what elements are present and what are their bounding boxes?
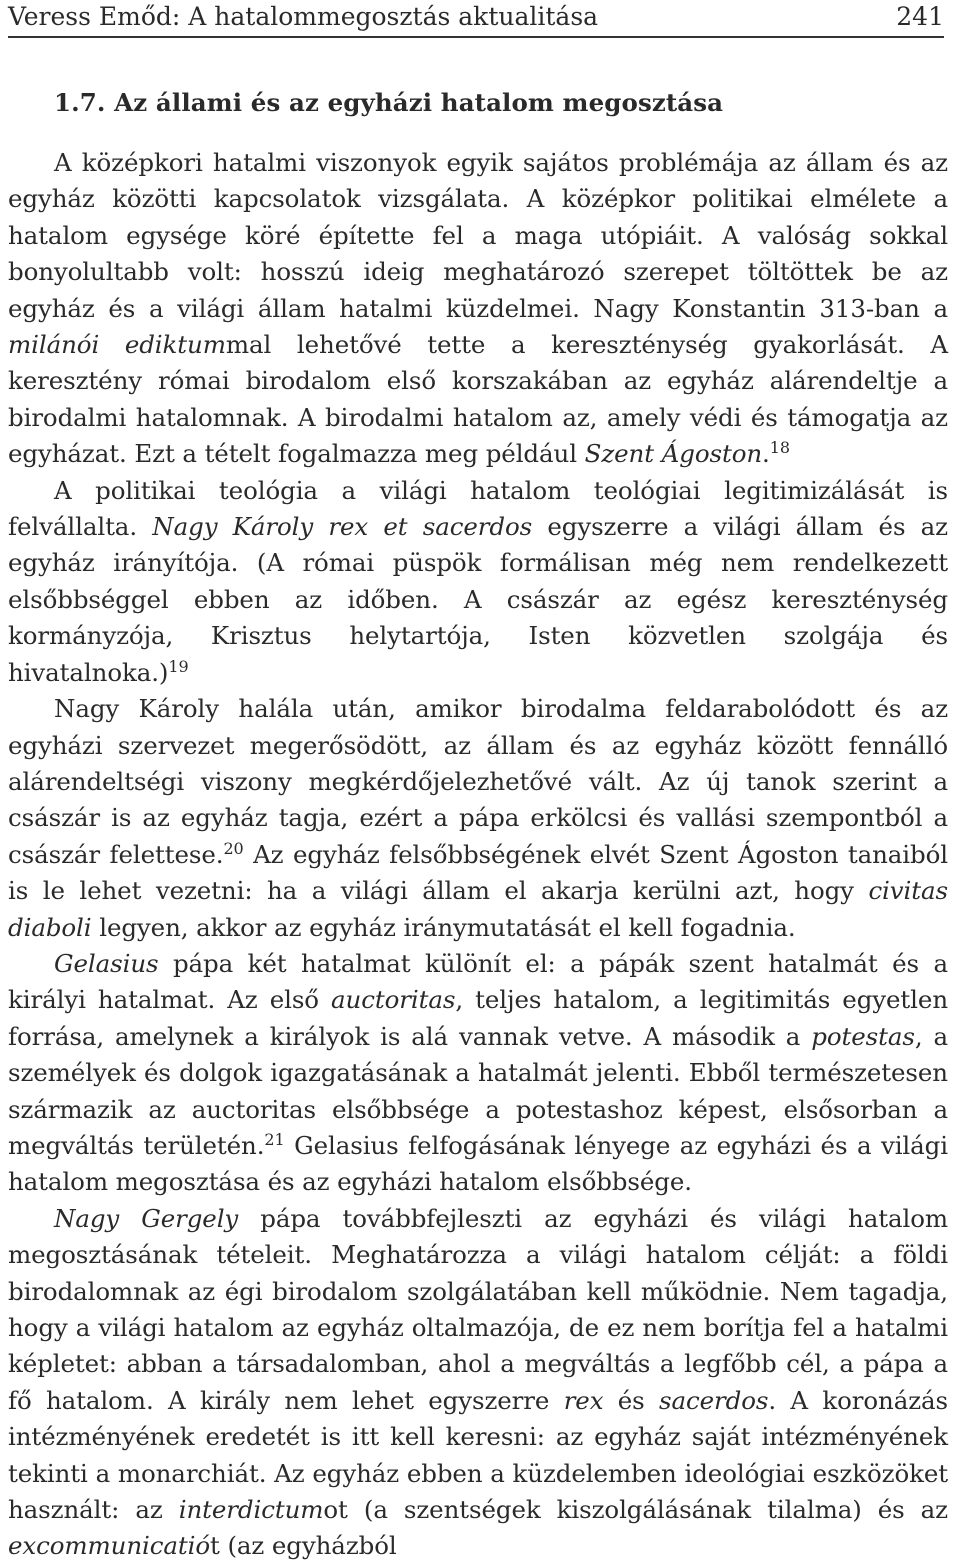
text-run: legyen, akkor az egyház iránymutatását el kell fogadnia. bbox=[91, 912, 796, 942]
italic-term: interdictum bbox=[178, 1495, 324, 1525]
text-run: egyszerre a világi állam és az egyház irányítója. (A római püspök formálisan még nem rendelkezett elsőbbséggel ebben az időben. A császár az egész kereszténység kormányzója, Krisztus helytartója, Isten közvetlen szolgája és hivatalnoka.) bbox=[8, 512, 948, 687]
footnote-marker[interactable]: 19 bbox=[168, 656, 189, 676]
text-run: ot (a szentségek kiszolgálásának tilalma) és az bbox=[323, 1495, 948, 1525]
footnote-marker[interactable]: 21 bbox=[264, 1129, 285, 1149]
running-header bbox=[8, 0, 944, 38]
text-run: t (az egyházból bbox=[210, 1531, 397, 1561]
italic-term: civitas diaboli bbox=[8, 876, 948, 942]
footnote-marker[interactable]: 20 bbox=[223, 838, 244, 858]
italic-term: sacerdos bbox=[659, 1385, 769, 1415]
paragraph-2 bbox=[8, 473, 948, 691]
italic-term: milánói ediktum bbox=[8, 330, 226, 360]
text-run: A középkori hatalmi viszonyok egyik sajátos problémája az állam és az egyház közötti kapcsolatok vizsgálata. A középkor politikai elmélete a hatalom egysége köré építette fel a maga utópiáit. A valóság sokkal bonyolultabb volt: hosszú ideig meghatározó szerepet töltöttek be az egyház és a világi állam hatalmi küzdelmei. Nagy Konstantin 313-ban a bbox=[8, 148, 948, 323]
paragraph-5 bbox=[8, 1201, 948, 1565]
italic-term: potestas bbox=[811, 1021, 915, 1051]
text-run: pápa továbbfejleszti az egyházi és világi hatalom megosztásának tételeit. Meghatározza a világi hatalom célját: a földi birodalomnak az égi birodalom szolgálatában kell működnie. Nem tagadja, hogy a világi hatalom az egyház oltalmazója, de ez nem borítja fel a hatalmi képletet: abban a társadalomban, ahol a megváltás a legfőbb cél, a pápa a fő hatalom. A király nem lehet egyszerre bbox=[8, 1203, 948, 1415]
italic-name: Nagy Gergely bbox=[54, 1203, 239, 1233]
footnote-marker[interactable]: 18 bbox=[769, 438, 790, 458]
text-run: pápa két hatalmat különít el: a pápák szent hatalmát és a királyi hatalmat. Az első bbox=[8, 948, 948, 1015]
text-run: Az egyház felsőbbségének elvét Szent Ágoston tanaiból is le lehet vezetni: ha a világi állam el akarja kerülni azt, hogy bbox=[8, 839, 949, 906]
page-number: 241 bbox=[896, 2, 944, 31]
paragraph-3 bbox=[8, 691, 948, 946]
text-run: és bbox=[603, 1385, 660, 1415]
italic-term: auctoritas bbox=[331, 985, 456, 1015]
text-run: A politikai teológia a világi hatalom teológiai legitimizálását is felvállalta. bbox=[8, 475, 948, 542]
text-run: mal lehetővé tette a kereszténység gyakorlását. A keresztény római birodalom első korszakában az egyház alárendeltje a birodalmi hatalomnak. A birodalmi hatalom az, amely védi és támogatja az egyházat. Ezt a tételt fogalmazza meg például bbox=[8, 330, 948, 469]
italic-name: Nagy Károly rex et sacerdos bbox=[152, 512, 533, 542]
italic-term: rex bbox=[563, 1385, 604, 1415]
body-text bbox=[8, 145, 952, 1565]
running-title: Veress Emőd: A hatalommegosztás aktualitása bbox=[8, 2, 599, 31]
text-run: Gelasius felfogásának lényege az egyházi és a világi hatalom megosztása és az egyházi hatalom elsőbbsége. bbox=[8, 1130, 948, 1197]
paragraph-4 bbox=[8, 946, 948, 1201]
paragraph-1 bbox=[8, 145, 948, 473]
section-heading: 1.7. Az állami és az egyházi hatalom megosztása bbox=[54, 88, 724, 117]
italic-term: excommunicatió bbox=[8, 1531, 211, 1561]
text-run: . A koronázás intézményének eredetét is itt kell keresni: az egyház saját intézményének tekinti a monarchiát. Az egyház ebben a küzdelemben ideológiai eszközöket használt: az bbox=[8, 1385, 948, 1525]
italic-name: Szent Ágoston bbox=[584, 439, 763, 469]
italic-name: Gelasius bbox=[54, 948, 159, 978]
text-run: , teljes hatalom, a legitimitás egyetlen forrása, amelynek a királyok is alá vannak vetve. A második a bbox=[8, 985, 948, 1051]
text-run: . bbox=[762, 439, 770, 469]
text-run: , a személyek és dolgok igazgatásának a hatalmát jelenti. Ebből természetesen származik az auctoritas elsőbbsége a potestashoz képest, elsősorban a megváltás területén. bbox=[8, 1021, 948, 1160]
text-run: Nagy Károly halála után, amikor birodalma feldarabolódott és az egyházi szervezet megerősödött, az állam és az egyház között fennálló alárendeltségi viszony megkérdőjelezhetővé vált. Az új tanok szerint a császár is az egyház tagja, ezért a pápa erkölcsi és vallási szempontból a császár felettese. bbox=[8, 694, 948, 869]
